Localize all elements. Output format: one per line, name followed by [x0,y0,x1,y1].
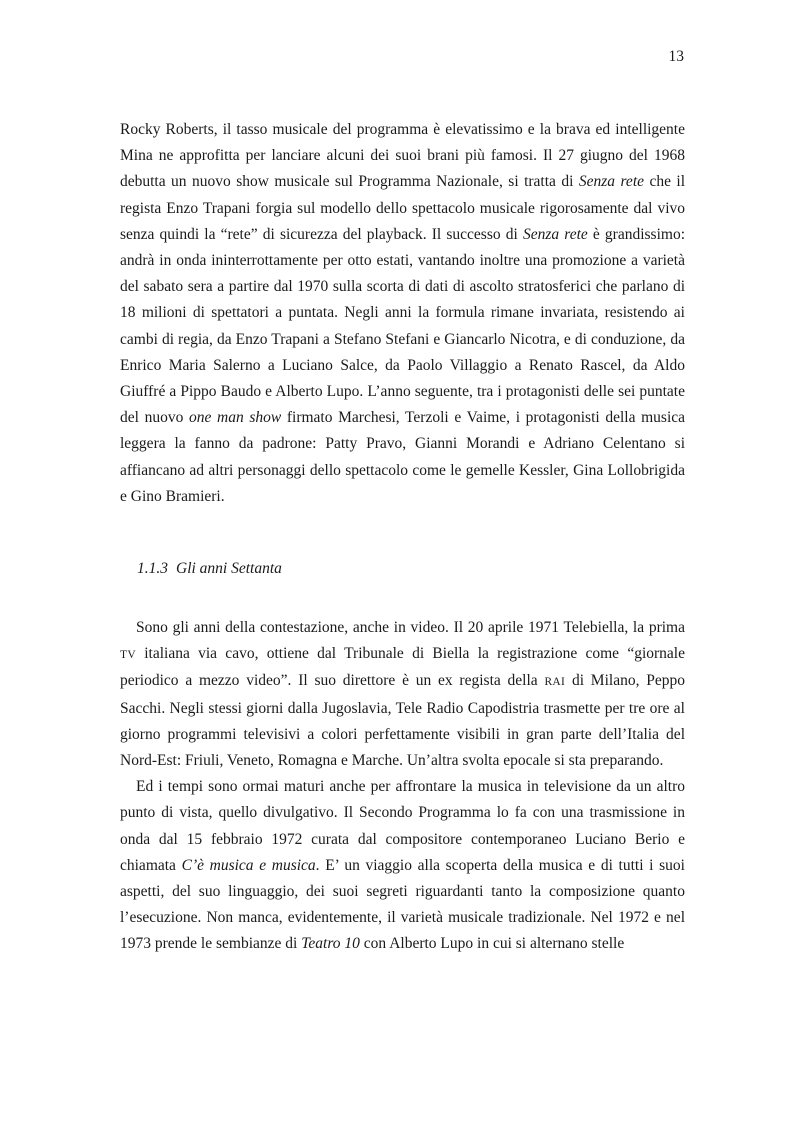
p2-text-3: di Milano, Peppo Sacchi. Negli stessi giorni dalla Jugoslavia, Tele Radio Capodistria trasmette per tre ore al giorno programmi televisivi a colori perfettamente visibili in gran parte dell’Italia del Nord-Est: Friuli, Veneto, Romagna e Marche. Un’altra svolta epocale si sta preparando. [120,672,685,770]
p2-text-2: italiana via cavo, ottiene dal Tribunale di Biella la registrazione come “giornale periodico a mezzo video”. Il suo direttore è un ex regista della [120,645,685,690]
p1-one-man-show: one man show [188,409,282,427]
paragraph-2 [120,615,685,774]
p3-text-1: Ed i tempi sono ormai maturi anche per affrontare la musica in televisione da un altro punto di vista, quello divulgativo. Il Secondo Programma lo fa con una trasmissione in onda dal 15 febbraio 1972 curata dal compositore contemporaneo Luciano Berio e chiamata [120,778,685,874]
p1-title-senza-rete-2: Senza rete [522,225,588,243]
p1-text-2: che il regista Enzo Trapani forgia sul modello dello spettacolo musicale rigorosamente dal vivo senza quindi la “rete” di sicurezza del playback. Il successo di [120,173,686,243]
paragraph-3 [120,774,685,957]
p3-title-ce-musica: C’è musica e musica [181,856,316,874]
p1-title-senza-rete: Senza rete [578,173,644,191]
p3-text-3: con Alberto Lupo in cui si alternano stelle [359,935,625,953]
p1-text-1: Rocky Roberts, il tasso musicale del programma è elevatissimo e la brava ed intelligente Mina ne approfitta per lanciare alcuni dei suoi brani più famosi. Il 27 giugno del 1968 debutta un nuovo show musicale sul Programma Nazionale, si tratta di [120,121,685,191]
paragraph-block-1 [120,117,685,510]
p2-abbr-rai: RAI [544,676,566,689]
p1-text-3: è grandissimo: andrà in onda ininterrottamente per otto estati, vantando inoltre una promozione a varietà del sabato sera a partire dal 1970 sulla scorta di dati di ascolto stratosferici che parlano di 18 milioni di spettatori a puntata. Negli anni la formula rimane invariata, resistendo ai cambi di regia, da Enzo Trapani a Stefano Stefani e Giancarlo Nicotra, e di conduzione, da Enrico Maria Salerno a Luciano Salce, da Paolo Villaggio a Renato Rascel, da Aldo Giuffré a Pippo Baudo e Alberto Lupo. L’anno seguente, tra i protagonisti delle sei puntate del nuovo [120,225,685,427]
p3-text-2: . E’ un viaggio alla scoperta della musica e di tutti i suoi aspetti, del suo linguaggio, dei suoi segreti riguardanti tanto la composizione quanto l’esecuzione. Non manca, evidentemente, il varietà musicale tradizionale. Nel 1972 e nel 1973 prende le sembianze di [120,856,685,953]
page-number: 13 [668,48,684,65]
section-heading [137,560,282,578]
p1-text-4: firmato Marchesi, Terzoli e Vaime, i protagonisti della musica leggera la fanno da padrone: Patty Pravo, Gianni Morandi e Adriano Celentano si affiancano ad altri personaggi dello spettacolo come le gemelle Kessler, Gina Lollobrigida e Gino Bramieri. [120,409,686,505]
p2-abbr-tv: TV [120,649,136,662]
paragraph-1 [120,117,685,510]
section-title: Gli anni Settanta [176,560,282,577]
paragraph-block-2 [120,615,685,958]
section-number: 1.1.3 [137,560,168,577]
p2-text-1: Sono gli anni della contestazione, anche in video. Il 20 aprile 1971 Telebiella, la prima [136,619,685,636]
p3-title-teatro-10: Teatro 10 [301,935,360,953]
